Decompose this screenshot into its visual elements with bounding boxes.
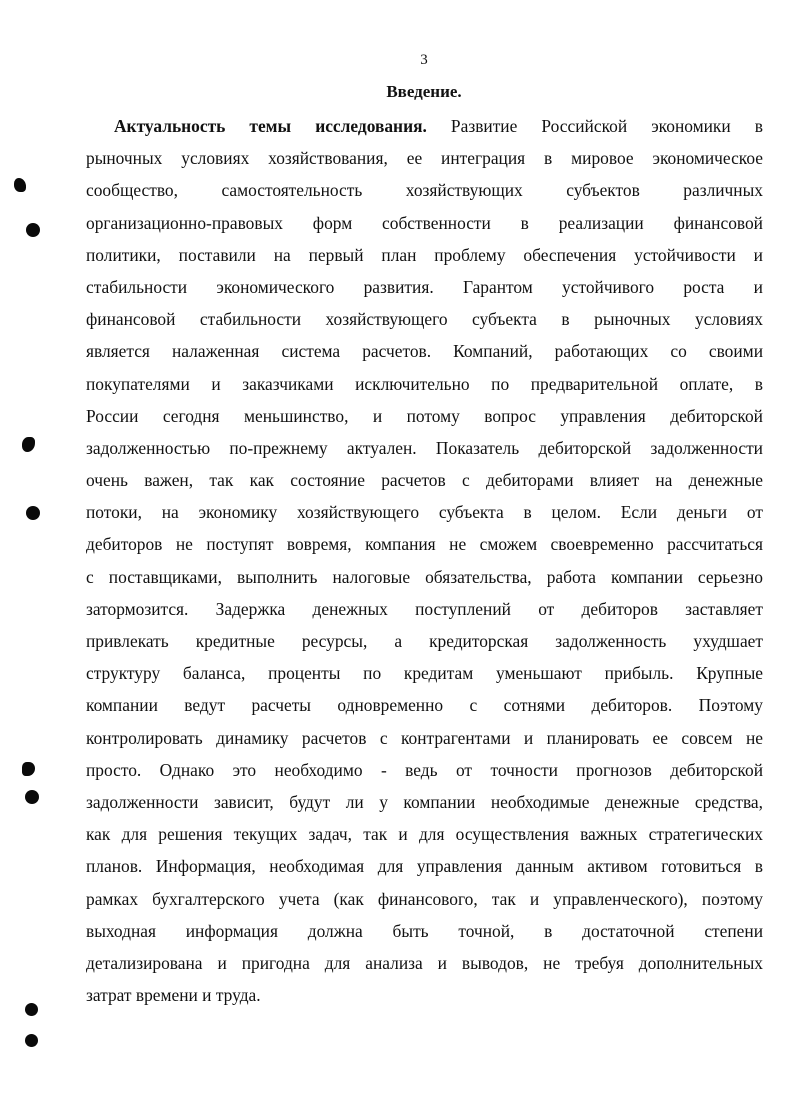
scan-mark-3 (22, 762, 35, 776)
paragraph-line: как для решения текущих задач, так и для осуществления важных стратегических (86, 824, 763, 845)
paragraph-line: дебиторов не поступят вовремя, компания не сможем своевременно рассчитаться (86, 534, 763, 555)
paragraph-line: рамках бухгалтерского учета (как финансового, так и управленческого), поэтому (86, 888, 763, 909)
punch-hole-2 (26, 506, 40, 520)
paragraph-line: планов. Информация, необходимая для управления данным активом готовиться в (86, 856, 763, 877)
punch-hole-1 (26, 223, 40, 237)
paragraph-line: выходная информация должна быть точной, в достаточной степени (86, 920, 763, 941)
punch-hole-3 (25, 790, 39, 804)
paragraph-line: структуру баланса, проценты по кредитам уменьшают прибыль. Крупные (86, 663, 763, 684)
paragraph-line: покупателями и заказчиками исключительно по предварительной оплате, в (86, 373, 763, 394)
paragraph-line: компании ведут расчеты одновременно с сотнями дебиторов. Поэтому (86, 695, 763, 716)
punch-hole-5 (25, 1034, 38, 1047)
paragraph-line: детализирована и пригодна для анализа и выводов, не требуя дополнительных (86, 952, 763, 973)
page-number: 3 (420, 52, 428, 68)
paragraph-line: с поставщиками, выполнить налоговые обязательства, работа компании серьезно (86, 566, 763, 587)
paragraph-line: политики, поставили на первый план проблему обеспечения устойчивости и (86, 244, 763, 265)
paragraph-line: является налаженная система расчетов. Компаний, работающих со своими (86, 341, 763, 362)
paragraph-first-line (86, 110, 763, 142)
scan-mark-2 (22, 437, 35, 452)
punch-hole-4 (25, 1003, 38, 1016)
paragraph-line: задолженностью по-прежнему актуален. Показатель дебиторской задолженности (86, 437, 763, 458)
paragraph-line: привлекать кредитные ресурсы, а кредиторская задолженность ухудшает (86, 631, 763, 651)
paragraph-line: финансовой стабильности хозяйствующего субъекта в рыночных условиях (86, 309, 763, 330)
paragraph-line: стабильности экономического развития. Гарантом устойчивого роста и (86, 276, 763, 297)
paragraph-last-line: затрат времени и труда. (86, 985, 261, 1006)
paragraph-line: задолженности зависит, будут ли у компании необходимые денежные средства, (86, 791, 763, 812)
paragraph-line: организационно-правовых форм собственности в реализации финансовой (86, 212, 763, 233)
paragraph-line: потоки, на экономику хозяйствующего субъекта в целом. Если деньги от (86, 502, 763, 523)
paragraph-line: контролировать динамику расчетов с контрагентами и планировать ее совсем не (86, 727, 763, 748)
introduction-paragraph (86, 110, 763, 1011)
paragraph-line: просто. Однако это необходимо - ведь от точности прогнозов дебиторской (86, 759, 763, 780)
paragraph-line: рыночных условиях хозяйствования, ее интеграция в мировое экономическое (86, 148, 763, 169)
scan-mark-1 (14, 178, 26, 192)
paragraph-line: сообщество, самостоятельность хозяйствующих субъектов различных (86, 180, 763, 201)
paragraph-line: очень важен, так как состояние расчетов с дебиторами влияет на денежные (86, 470, 763, 491)
paragraph-line: затормозится. Задержка денежных поступлений от дебиторов заставляет (86, 598, 763, 619)
page-title: Введение. (386, 82, 462, 101)
relevance-heading: Актуальность темы исследования. (114, 116, 427, 136)
first-line-text: Развитие Российской экономики в (426, 116, 763, 136)
paragraph-line: России сегодня меньшинство, и потому вопрос управления дебиторской (86, 405, 763, 426)
